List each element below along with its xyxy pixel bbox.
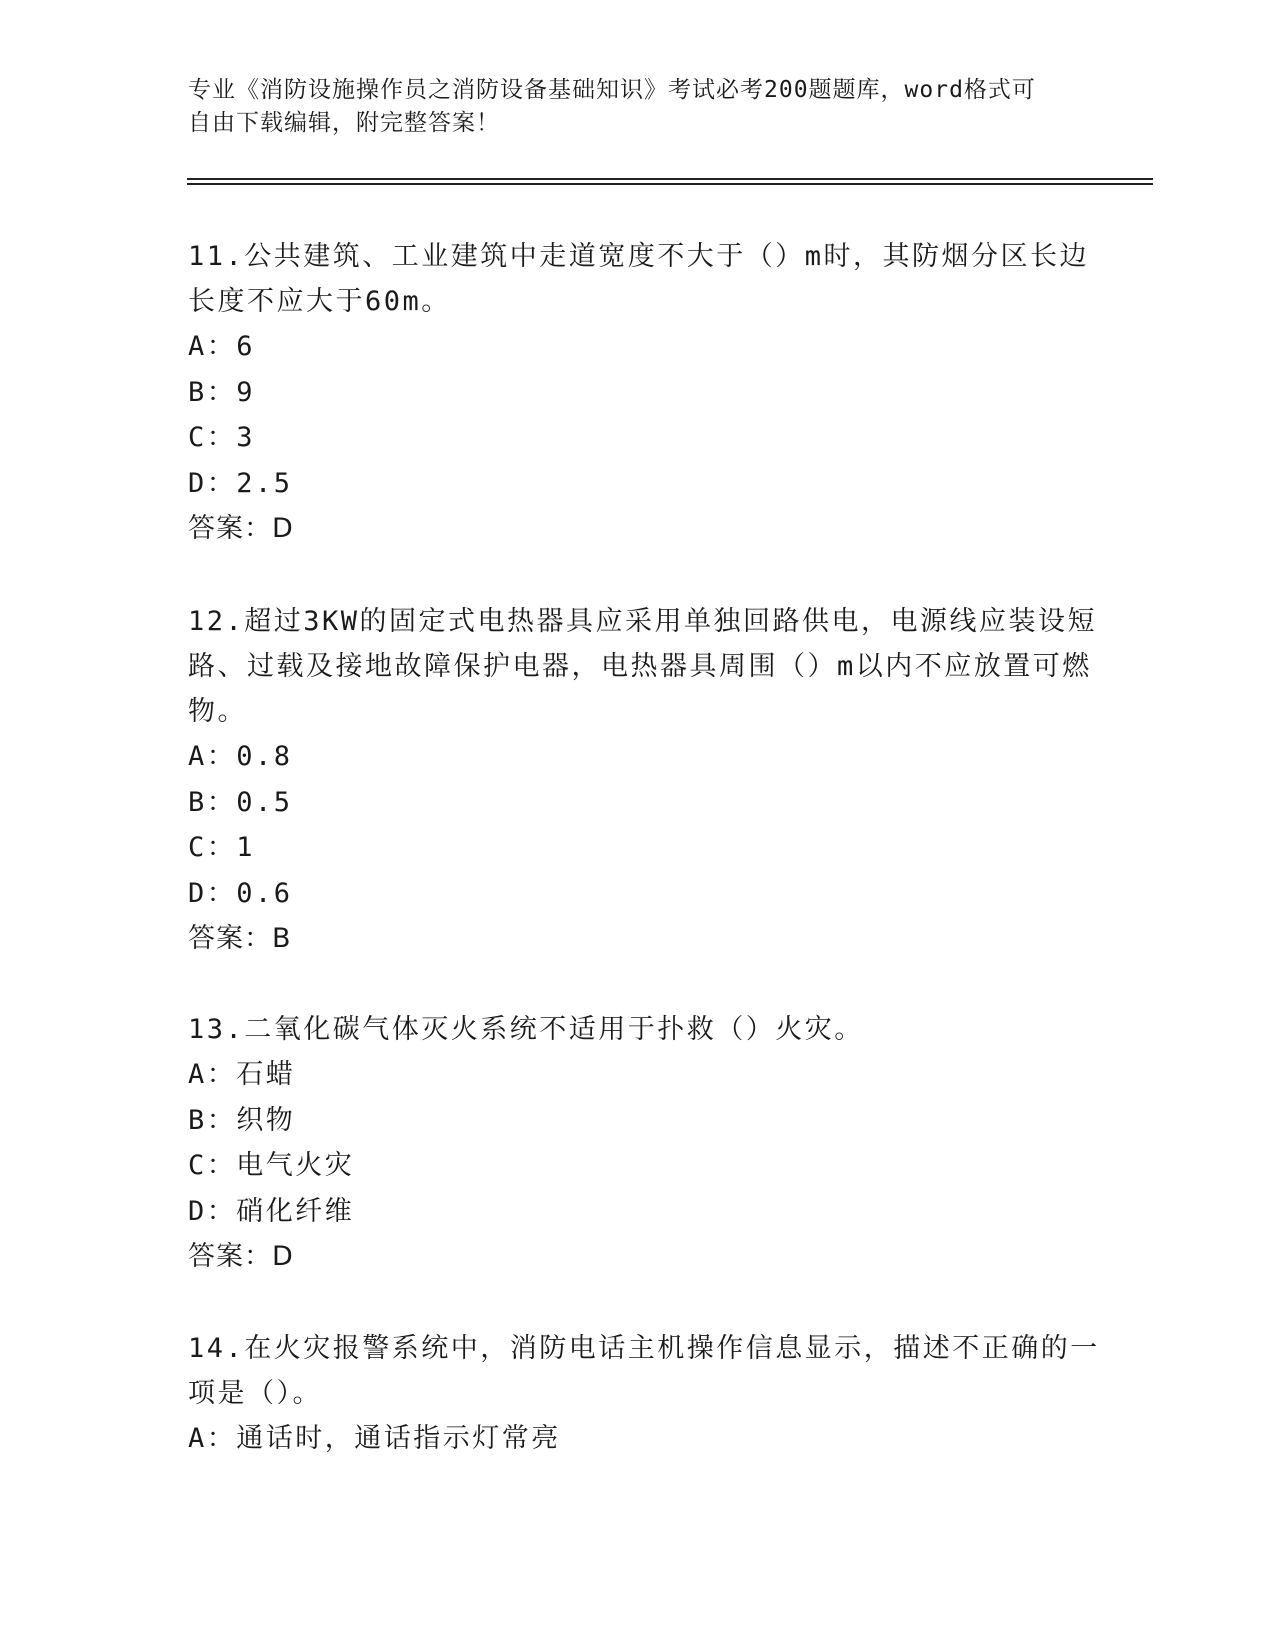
header-divider-top — [187, 178, 1153, 180]
answer: 答案：B — [188, 923, 292, 954]
header-line-1: 专业《消防设施操作员之消防设备基础知识》考试必考200题题库，word格式可 — [188, 77, 1036, 103]
option-b: B：9 — [188, 376, 256, 408]
header-divider-bottom — [187, 183, 1153, 185]
option-c: C：1 — [188, 832, 256, 863]
question-12 — [188, 599, 1098, 962]
option-c: C：电气火灾 — [188, 1150, 355, 1181]
option-a: A：石蜡 — [188, 1059, 296, 1090]
stem-line: 物。 — [188, 696, 247, 727]
stem-line: 项是（）。 — [188, 1378, 322, 1409]
option-b: B：织物 — [188, 1104, 296, 1136]
option-a: A：6 — [188, 331, 256, 362]
stem-line: 14.在火灾报警系统中，消防电话主机操作信息显示，描述不正确的一 — [188, 1333, 1100, 1364]
question-stem — [188, 599, 1098, 734]
stem-line: 11.公共建筑、工业建筑中走道宽度不大于（）m时，其防烟分区长边 — [188, 241, 1090, 272]
stem-line: 长度不应大于60m。 — [188, 286, 451, 317]
option-b: B：0.5 — [188, 786, 293, 818]
question-stem — [188, 1326, 1100, 1416]
answer: 答案：D — [188, 1241, 294, 1272]
option-a: A：通话时，通话指示灯常亮 — [188, 1423, 561, 1454]
option-a: A：0.8 — [188, 741, 293, 772]
option-d: D：硝化纤维 — [188, 1195, 355, 1227]
stem-line: 12.超过3KW的固定式电热器具应采用单独回路供电，电源线应装设短 — [188, 606, 1098, 637]
header-line-2: 自由下载编辑，附完整答案！ — [188, 110, 500, 136]
answer: 答案：D — [188, 513, 294, 544]
question-11 — [188, 234, 1088, 552]
question-stem — [188, 234, 1088, 324]
question-stem — [188, 1007, 1088, 1052]
document-header — [188, 74, 1078, 140]
option-d: D：2.5 — [188, 467, 293, 499]
stem-line: 路、过载及接地故障保护电器，电热器具周围（）m以内不应放置可燃 — [188, 651, 1092, 682]
stem-line: 13.二氧化碳气体灭火系统不适用于扑救（）火灾。 — [188, 1014, 864, 1045]
question-14 — [188, 1326, 1100, 1462]
question-13 — [188, 1007, 1088, 1280]
option-c: C：3 — [188, 422, 256, 453]
option-d: D：0.6 — [188, 877, 293, 909]
